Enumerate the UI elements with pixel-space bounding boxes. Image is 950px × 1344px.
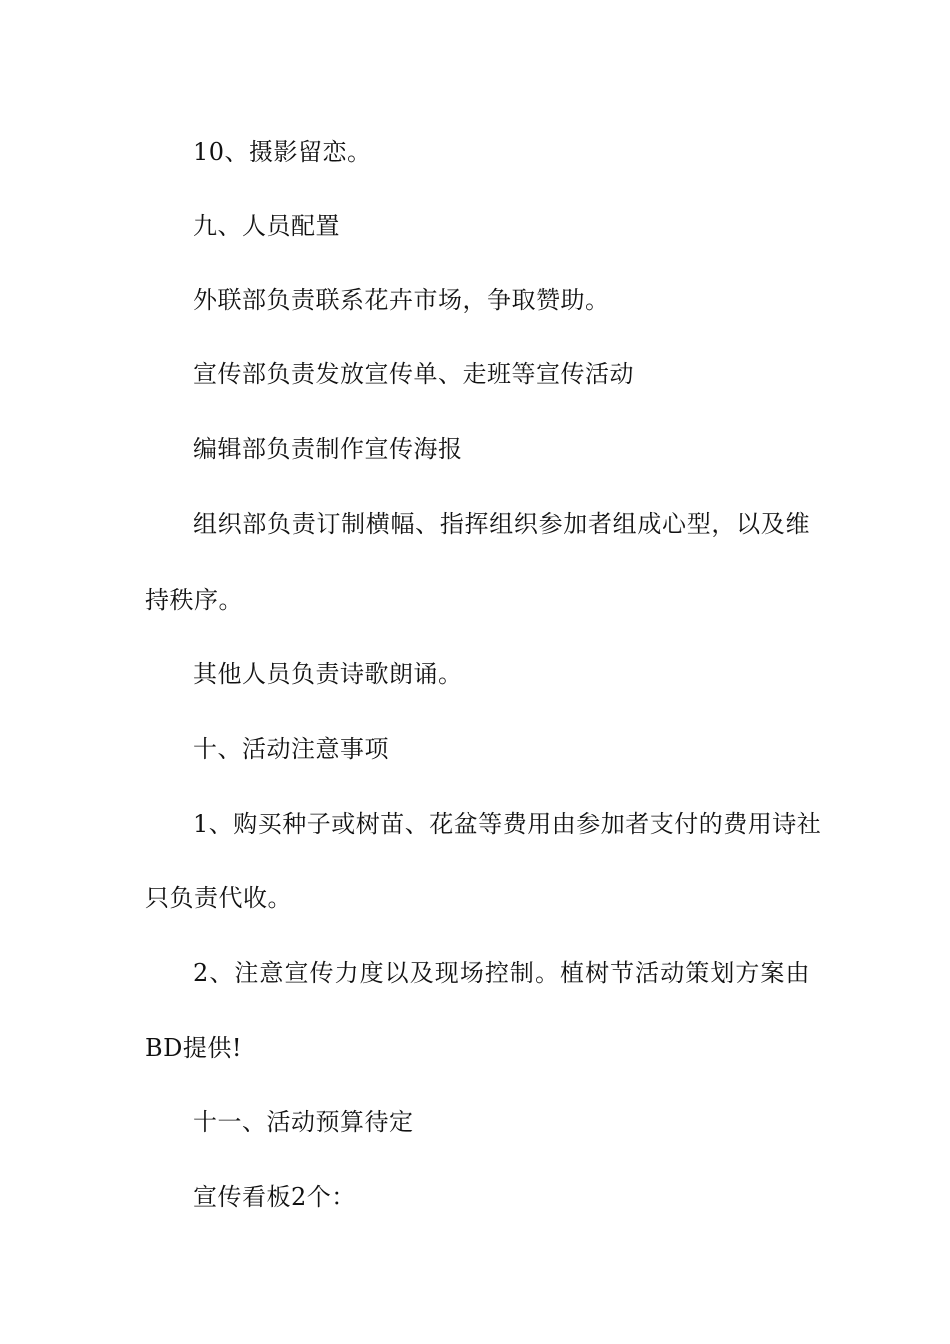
list-item-photo: 10、摄影留恋。 — [193, 138, 372, 166]
paragraph-line: 1、购买种子或树苗、花盆等费用由参加者支付的费用诗社 — [193, 810, 822, 838]
section-heading-notes: 十、活动注意事项 — [193, 735, 389, 763]
paragraph-line: 宣传看板2个： — [193, 1183, 356, 1211]
paragraph-line: 其他人员负责诗歌朗诵。 — [193, 660, 463, 688]
paragraph-line: BD提供! — [145, 1034, 243, 1062]
section-heading-staffing: 九、人员配置 — [193, 212, 340, 240]
paragraph-line: 编辑部负责制作宣传海报 — [193, 435, 463, 463]
paragraph-line: 组织部负责订制横幅、指挥组织参加者组成心型，以及维 — [193, 510, 810, 538]
section-heading-budget: 十一、活动预算待定 — [193, 1108, 414, 1136]
paragraph-line: 持秩序。 — [145, 586, 243, 614]
paragraph-line: 外联部负责联系花卉市场，争取赞助。 — [193, 286, 610, 314]
paragraph-line: 只负责代收。 — [145, 884, 292, 912]
paragraph-line: 2、注意宣传力度以及现场控制。植树节活动策划方案由 — [193, 959, 810, 987]
paragraph-line: 宣传部负责发放宣传单、走班等宣传活动 — [193, 360, 634, 388]
